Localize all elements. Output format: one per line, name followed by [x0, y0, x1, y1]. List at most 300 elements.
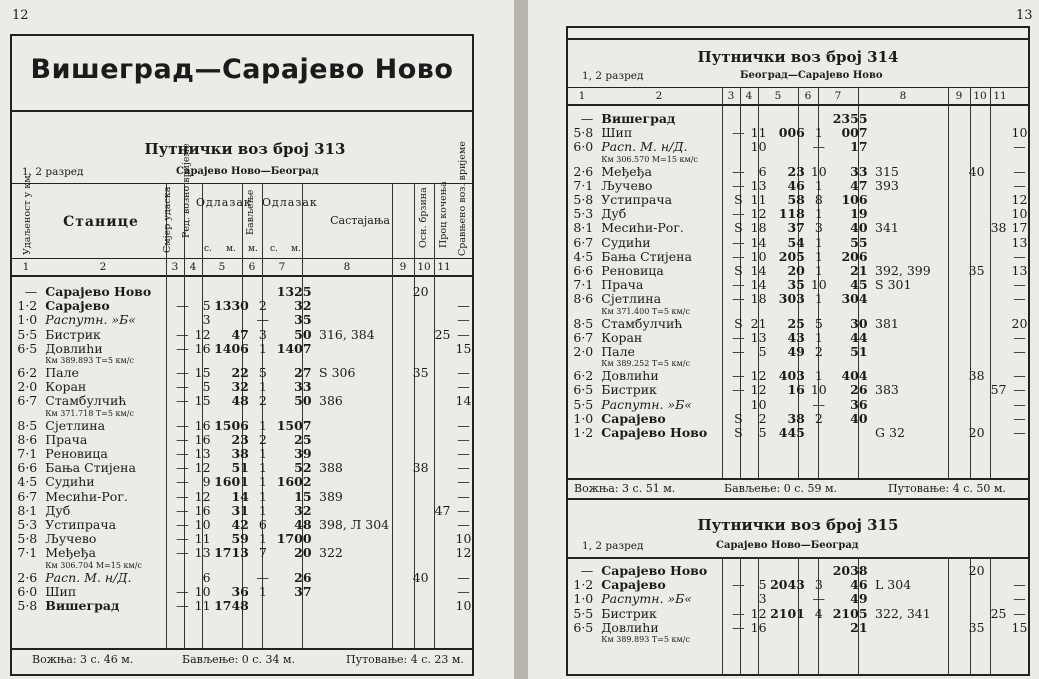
cell-c10 [988, 250, 1009, 264]
cell-d5h [211, 285, 232, 299]
cell-d6: 2 [258, 394, 267, 409]
cell-d3: — [176, 475, 189, 490]
cell-d7h: 17 [276, 532, 295, 547]
cell-d7m: 36 [850, 397, 868, 412]
cell-c10 [988, 292, 1009, 306]
cell-d5m: 06 [231, 341, 249, 356]
cell-d7h: 1 [841, 193, 851, 208]
cell-c11: 15 [455, 341, 472, 356]
cell-c9 [965, 126, 988, 140]
column-number: 7 [278, 261, 286, 273]
cell-d7h [829, 345, 850, 359]
cell-d6: — [812, 397, 826, 412]
table-row [12, 599, 474, 613]
cell-c10 [432, 394, 453, 408]
cell-d4: 14 [750, 264, 767, 279]
cell-c11: — [1013, 178, 1026, 193]
cell-c11: 17 [1011, 221, 1028, 236]
cell-c10 [432, 447, 453, 461]
cell-d4: 5 [202, 380, 211, 395]
cell-d7m: 21 [850, 264, 868, 279]
cell-d5h: 20 [770, 578, 788, 593]
cell-d5h [211, 585, 232, 599]
cell-km: 5·3 [17, 518, 38, 533]
cell-d4: 5 [202, 299, 211, 314]
cell-km: 7·1 [17, 546, 38, 561]
cell-d5h [767, 383, 788, 397]
cell-c8 [871, 140, 965, 154]
cell-c9 [965, 398, 988, 412]
cell-d6: 1 [258, 418, 267, 433]
column-number: 1 [22, 261, 30, 273]
cell-d5h [211, 447, 232, 461]
cell-d3: — [732, 383, 745, 398]
cell-c8 [871, 398, 965, 412]
cell-c8 [315, 447, 409, 461]
cell-c9: 35 [968, 264, 985, 279]
cell-d3: — [176, 532, 189, 547]
cell-km: 6·0 [17, 584, 38, 599]
cell-c8: 322, 341 [875, 606, 931, 621]
cell-d3: — [176, 461, 189, 476]
cell-d6 [808, 112, 829, 126]
table-row [568, 331, 1030, 345]
cell-c9: 20 [968, 564, 985, 578]
table-row [12, 419, 474, 433]
cell-d7m: 55 [850, 112, 868, 126]
cell-d3: — [176, 489, 189, 504]
cell-d7h [829, 140, 850, 154]
cell-d3: — [176, 327, 189, 342]
cell-d7m: 45 [850, 278, 868, 293]
cell-c9 [965, 207, 988, 221]
cell-d7h [829, 331, 850, 345]
timetable-313 [12, 285, 474, 613]
cell-d6: 4 [814, 606, 823, 621]
cell-d4: 6 [202, 570, 211, 585]
cell-c8 [315, 299, 409, 313]
cell-d3: — [176, 584, 189, 599]
cell-d4: 9 [202, 475, 211, 490]
cell-d5m [787, 592, 808, 606]
cell-c8: G 32 [875, 426, 905, 441]
cell-d7m: 06 [850, 249, 868, 264]
cell-c11: — [1013, 578, 1026, 593]
speed-note-row [12, 561, 474, 571]
cell-d5m: 30 [231, 299, 249, 314]
table-row [12, 328, 474, 342]
cell-d5h [767, 592, 788, 606]
cell-d6: 1 [258, 475, 267, 490]
cell-d3 [729, 398, 748, 412]
cell-d7h: 21 [832, 606, 851, 621]
cell-c9 [409, 433, 432, 447]
cell-c11: — [1013, 397, 1026, 412]
cell-d5m: 54 [787, 235, 805, 250]
cell-c10 [988, 578, 1009, 592]
cell-d7m [294, 599, 315, 613]
cell-d7h [829, 317, 850, 331]
cell-station: Стамбулчић [601, 316, 683, 331]
cell-d6: 1 [258, 341, 267, 356]
cell-d5m [231, 285, 252, 299]
cell-d4: 13 [194, 447, 211, 462]
table-row [12, 299, 474, 313]
cell-km: — [580, 112, 594, 126]
cell-station: Месиhи-Рог. [45, 489, 128, 504]
cell-c9 [965, 412, 988, 426]
header-brake-pct: Проц кочења [438, 181, 449, 248]
cell-d3 [729, 592, 748, 606]
cell-d5m: 25 [787, 316, 805, 331]
cell-d5h [211, 380, 232, 394]
cell-d3: — [176, 599, 189, 614]
left-page [0, 0, 514, 679]
cell-c8 [315, 504, 409, 518]
cell-d7h: 16 [276, 475, 295, 490]
cell-c10 [988, 369, 1009, 383]
cell-d7h [273, 490, 294, 504]
cell-d5m: 14 [231, 489, 249, 504]
table-row [12, 342, 474, 356]
cell-d5h: 2 [778, 249, 788, 264]
column-number: 1 [578, 90, 586, 102]
cell-station: Пале [601, 345, 635, 360]
column-number: 3 [171, 261, 179, 273]
cell-station: Реновица [601, 264, 664, 279]
cell-c10 [988, 621, 1009, 635]
cell-km: 5·8 [17, 532, 38, 547]
cell-d7m: 35 [294, 313, 312, 328]
cell-d7h: 3 [841, 292, 851, 307]
cell-d7h [829, 621, 850, 635]
cell-c11: — [457, 461, 470, 476]
cell-c11: — [1013, 426, 1026, 441]
cell-c8 [315, 342, 409, 356]
cell-c8 [871, 331, 965, 345]
column-number: 3 [727, 90, 735, 102]
cell-d3: — [732, 620, 745, 635]
cell-c10 [432, 285, 453, 299]
cell-c9 [409, 504, 432, 518]
cell-d3: S [734, 426, 743, 441]
cell-d5h: 21 [770, 606, 788, 621]
cell-c10 [988, 140, 1009, 154]
cell-c9 [409, 518, 432, 532]
cell-d3: — [176, 366, 189, 381]
cell-c9 [409, 546, 432, 560]
cell-c8 [871, 369, 965, 383]
table-row [568, 383, 1030, 397]
cell-d6: 2 [814, 345, 823, 360]
cell-station: Сјетлина [45, 418, 106, 433]
cell-d6: 1 [814, 292, 823, 307]
cell-d6: 1 [258, 461, 267, 476]
cell-d3: — [732, 606, 745, 621]
cell-d5h: 13 [214, 299, 232, 314]
cell-d5m [787, 112, 808, 126]
cell-d5m: 45 [787, 426, 805, 441]
cell-d5h [767, 193, 788, 207]
cell-d7h [829, 578, 850, 592]
cell-c11: — [1013, 249, 1026, 264]
cell-c9: 20 [968, 426, 985, 441]
cell-c11 [453, 285, 474, 299]
cell-c9 [409, 394, 432, 408]
cell-c9: 35 [968, 620, 985, 635]
cell-d7h [273, 366, 294, 380]
table-row [12, 475, 474, 489]
cell-km: 5·8 [17, 599, 38, 614]
cell-c10 [432, 532, 453, 546]
table-row [568, 412, 1030, 426]
cell-c9: 38 [968, 369, 985, 384]
cell-station: Месиhи-Рог. [601, 221, 684, 236]
cell-km: 1·0 [573, 411, 594, 426]
cell-d7m: 32 [294, 299, 312, 314]
cell-c9 [409, 342, 432, 356]
table-row [12, 380, 474, 394]
cell-d3: — [176, 447, 189, 462]
cell-d7h: 15 [276, 418, 295, 433]
cell-c9 [409, 380, 432, 394]
cell-d7m: 55 [850, 235, 868, 250]
cell-station: Устипрача [601, 193, 673, 208]
cell-c11: — [457, 418, 470, 433]
header-brake: Осн. брзина [418, 187, 429, 248]
cell-d7h [273, 394, 294, 408]
cell-c11 [1009, 564, 1030, 578]
cell-c10 [988, 317, 1009, 331]
cell-c11: — [457, 570, 470, 585]
cell-km: 6·7 [573, 330, 594, 345]
cell-d6: 1 [258, 447, 267, 462]
cell-d6: 1 [814, 126, 823, 141]
cell-km: 8·6 [17, 432, 38, 447]
cell-km: 2·0 [17, 380, 38, 395]
cell-d4: 12 [194, 327, 211, 342]
cell-d5h [211, 532, 232, 546]
cell-d3: — [732, 178, 745, 193]
cell-d4 [748, 564, 767, 578]
cell-station: Судиhи [601, 235, 651, 250]
cell-d4: 16 [194, 432, 211, 447]
cell-d5m: 03 [787, 292, 805, 307]
cell-station: Бања Стијена [45, 461, 136, 476]
table-row [568, 578, 1030, 592]
cell-d5h [767, 331, 788, 345]
cell-d7m: 48 [294, 518, 312, 533]
cell-c8: 386 [319, 394, 343, 409]
cell-d5m [787, 621, 808, 635]
table-row [12, 394, 474, 408]
cell-d3: — [732, 345, 745, 360]
cell-d7h [829, 398, 850, 412]
cell-d6: 1 [814, 330, 823, 345]
cell-d6: 10 [810, 164, 827, 179]
cell-d5h [767, 165, 788, 179]
cell-d5m: 49 [787, 345, 805, 360]
cell-d5h [767, 179, 788, 193]
train-title-313: Путнички воз број 313 [144, 140, 346, 158]
speed-note: Км 306.570 М=15 км/с [601, 154, 698, 164]
cell-c10 [432, 342, 453, 356]
cell-d7m: 04 [850, 369, 868, 384]
cell-km: — [580, 564, 594, 578]
cell-d7h [273, 328, 294, 342]
table-row [568, 165, 1030, 179]
cell-d6: 1 [814, 207, 823, 222]
speed-note-row [568, 635, 1030, 645]
column-number: 5 [774, 90, 782, 102]
cell-d6 [252, 285, 273, 299]
cell-d5h [211, 366, 232, 380]
cell-d7m: 07 [294, 418, 312, 433]
cell-station: Судиhи [45, 475, 95, 490]
cell-d6: 3 [814, 221, 823, 236]
column-number: 6 [248, 261, 256, 273]
cell-c9 [409, 490, 432, 504]
cell-c10 [988, 112, 1009, 126]
cell-d7h [829, 264, 850, 278]
cell-d3: S [734, 411, 743, 426]
cell-c10: 25 [434, 327, 451, 342]
route-title: Вишеград—Сарајево Ново [30, 54, 454, 85]
cell-d3: — [732, 126, 745, 141]
table-row [12, 490, 474, 504]
table-row [568, 369, 1030, 383]
cell-c10 [988, 126, 1009, 140]
header-order-mark: Ред. возно вријеме [181, 143, 192, 238]
cell-d5h [211, 504, 232, 518]
cell-d5m: 37 [787, 221, 805, 236]
cell-d5m: 36 [231, 584, 249, 599]
cell-km: 1·0 [573, 592, 594, 607]
cell-c8 [315, 475, 409, 489]
cell-d5h [767, 278, 788, 292]
cell-station: Вишеград [45, 599, 120, 614]
cell-d5m: 13 [231, 546, 249, 561]
cell-d5m: 48 [231, 394, 249, 409]
cell-c10 [988, 165, 1009, 179]
cell-d7h [273, 299, 294, 313]
cell-c8: 316, 384 [319, 327, 375, 342]
cell-station: Бистрик [45, 327, 101, 342]
cell-station: Дуб [601, 207, 627, 222]
cell-d3: — [732, 278, 745, 293]
header-extra: Сравњено воз. вријеме [457, 141, 468, 256]
cell-d5h [211, 571, 232, 585]
cell-d4: 12 [194, 461, 211, 476]
cell-d5m: 20 [787, 264, 805, 279]
cell-station: Реновица [45, 447, 108, 462]
cell-d7h [829, 383, 850, 397]
cell-c10 [988, 331, 1009, 345]
cell-c9: 20 [412, 285, 429, 299]
cell-station: Бистрик [601, 606, 657, 621]
cell-d5m: 43 [787, 330, 805, 345]
cell-c10 [432, 546, 453, 560]
cell-km: 7·1 [573, 178, 594, 193]
cell-d7m: 07 [850, 126, 868, 141]
cell-c8: S 301 [875, 278, 912, 293]
cell-d3: — [732, 330, 745, 345]
cell-c8 [315, 380, 409, 394]
cell-d4: 16 [194, 503, 211, 518]
speed-note-row [568, 359, 1030, 369]
train-title-314: Путнички воз број 314 [697, 48, 899, 66]
cell-d5m: 58 [787, 193, 805, 208]
cell-d7m: 49 [850, 592, 868, 607]
direction-314: Београд—Сарајево Ново [740, 70, 883, 81]
cell-c11: — [457, 366, 470, 381]
cell-c10 [988, 592, 1009, 606]
cell-d3: — [732, 249, 745, 264]
cell-c9 [965, 236, 988, 250]
speed-note-row [12, 356, 474, 366]
cell-d7h: 13 [276, 285, 295, 299]
cell-d3: — [732, 292, 745, 307]
cell-d7h [273, 571, 294, 585]
cell-c9 [965, 221, 988, 235]
cell-d5m: 01 [231, 475, 249, 490]
cell-d6: 7 [258, 546, 267, 561]
cell-c11: — [1013, 292, 1026, 307]
cell-km: 1·2 [573, 578, 594, 593]
sub-s-2: с. [270, 244, 278, 254]
cell-d7m: 27 [294, 366, 312, 381]
cell-c8 [871, 112, 965, 126]
cell-d7m: 04 [850, 292, 868, 307]
cell-station: Коран [601, 330, 643, 345]
cell-d7m: 40 [850, 221, 868, 236]
cell-km: 2·6 [573, 164, 594, 179]
cell-d6: 3 [814, 578, 823, 593]
class-label-315: 1, 2 разред [582, 540, 644, 552]
cell-c10 [432, 313, 453, 327]
cell-c11: — [457, 584, 470, 599]
cell-c8: 322 [319, 546, 343, 561]
cell-d6: 1 [814, 249, 823, 264]
cell-d7h: 20 [832, 564, 851, 578]
table-row [568, 126, 1030, 140]
cell-d5m [787, 140, 808, 154]
cell-c11: — [457, 489, 470, 504]
header-departure: Одлазак [196, 196, 252, 209]
cell-d6: 1 [814, 264, 823, 279]
cell-c11: — [1013, 164, 1026, 179]
cell-d7m: 39 [294, 447, 312, 462]
cell-d4: 11 [750, 126, 767, 141]
cell-c10 [432, 571, 453, 585]
column-number: 9 [955, 90, 963, 102]
cell-d5h [767, 317, 788, 331]
cell-d6: — [256, 570, 270, 585]
cell-c10 [432, 461, 453, 475]
cell-d3: — [176, 394, 189, 409]
cell-station: Прача [601, 278, 644, 293]
cell-c8: 383 [875, 383, 899, 398]
cell-d7m: 47 [850, 178, 868, 193]
cell-c8: 381 [875, 316, 899, 331]
cell-d5h: 16 [214, 475, 232, 490]
cell-c8 [871, 207, 965, 221]
cell-c9 [965, 317, 988, 331]
column-number: 9 [399, 261, 407, 273]
cell-d4 [748, 112, 767, 126]
cell-c8 [315, 433, 409, 447]
cell-station: Вишеград [601, 112, 676, 126]
